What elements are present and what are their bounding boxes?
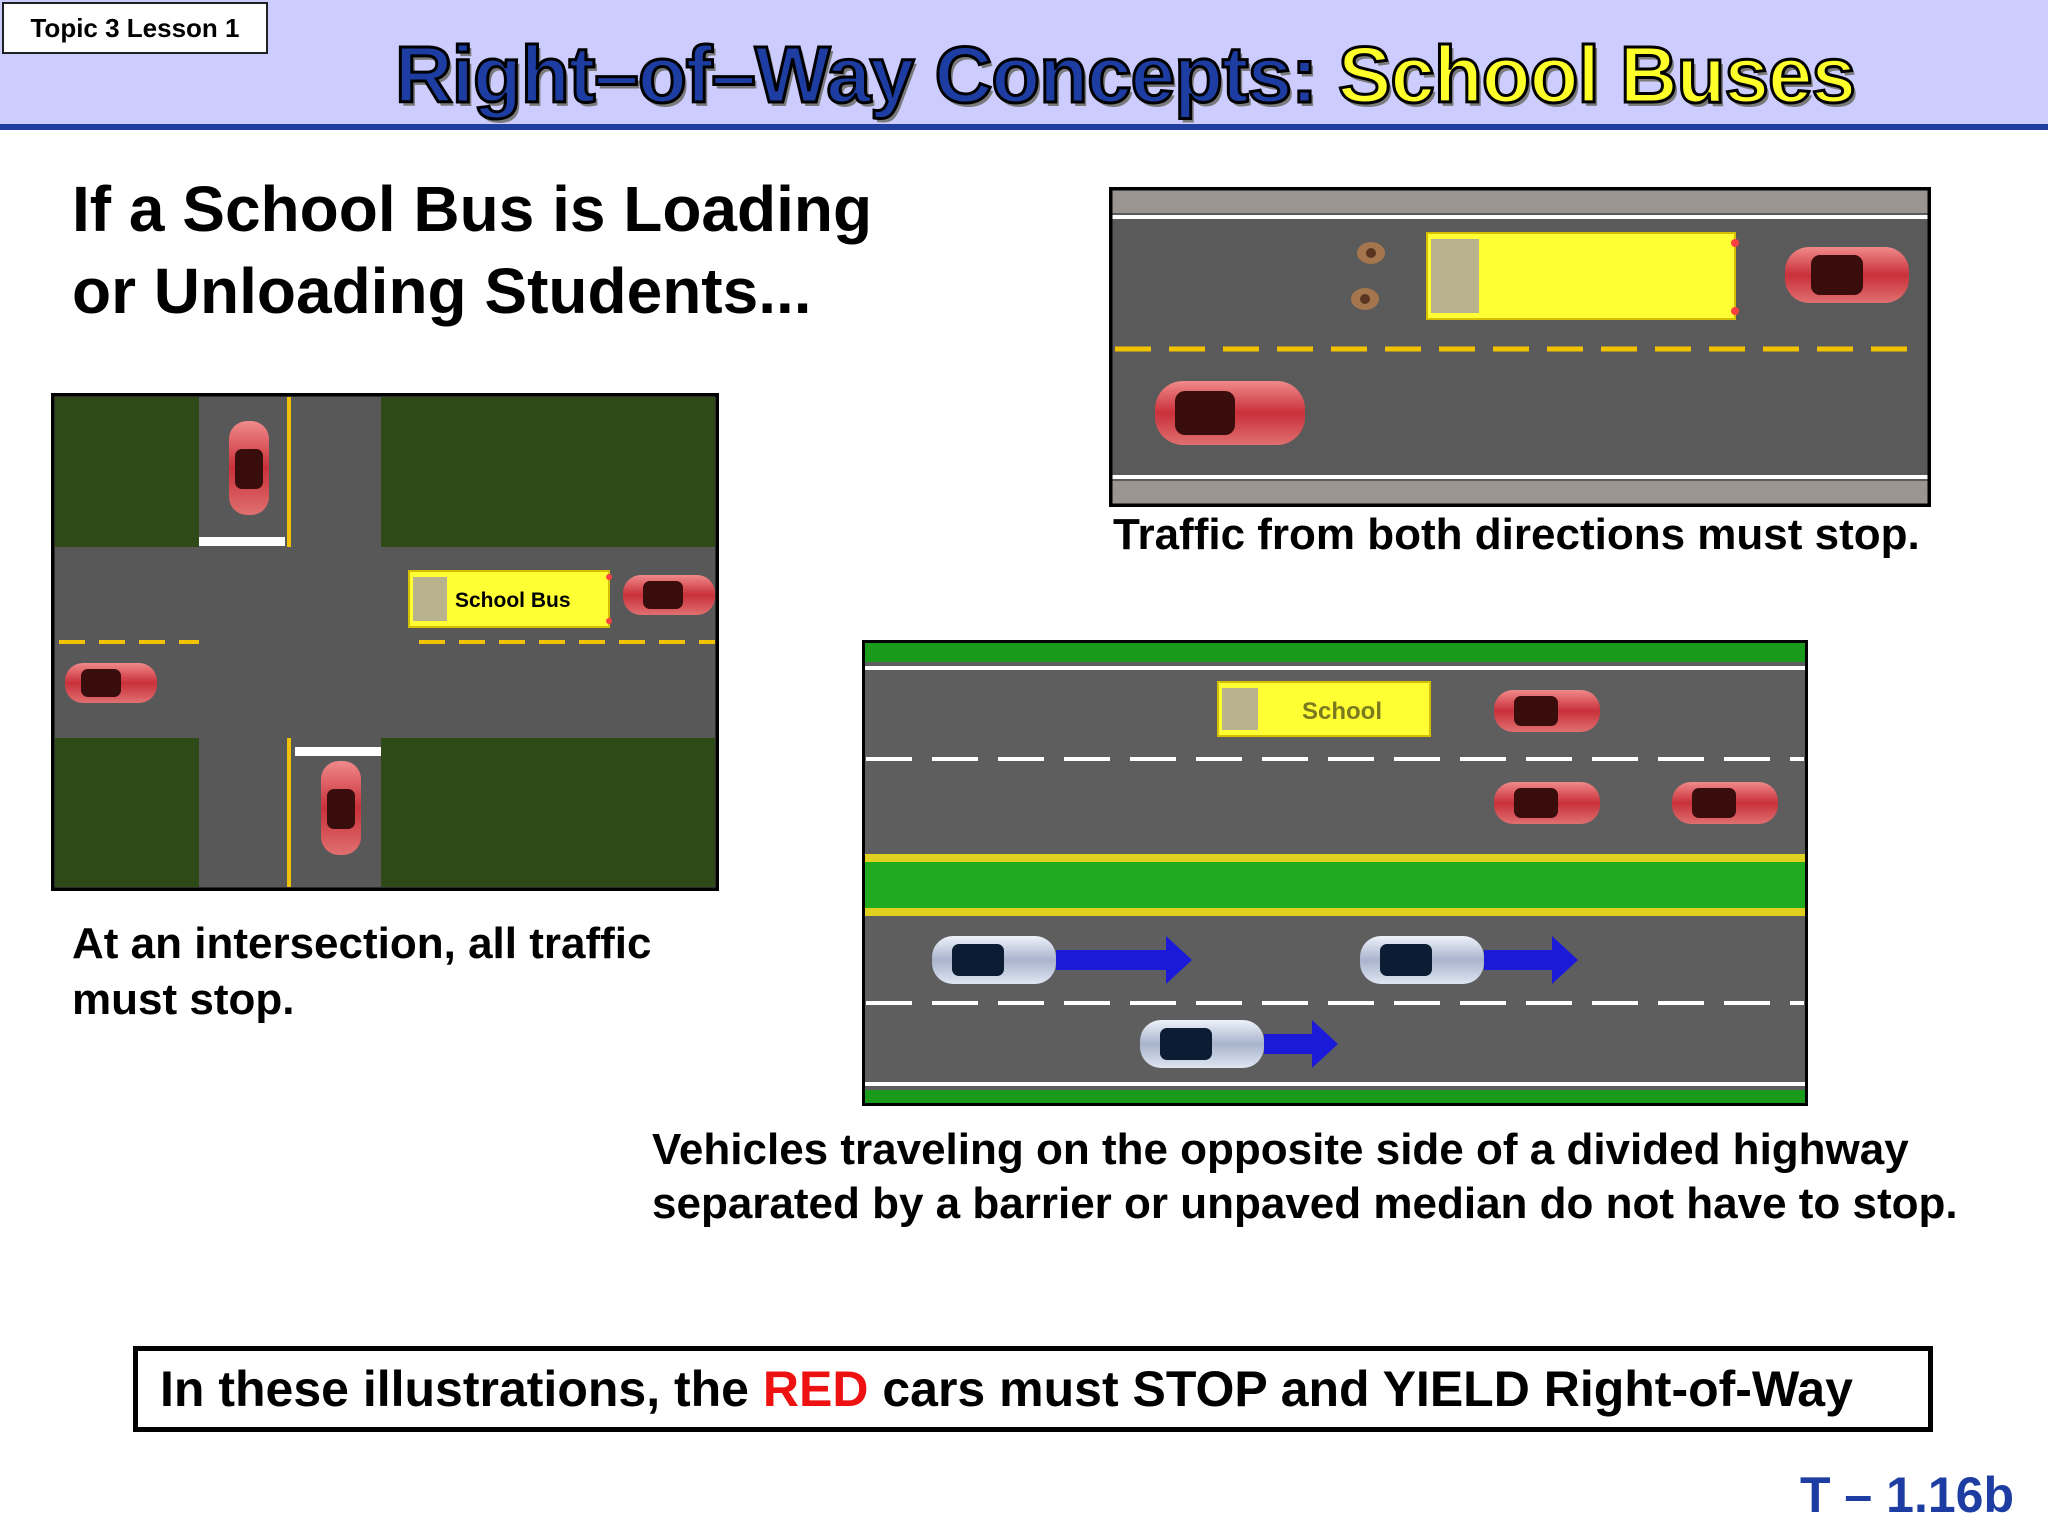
- heading-line-2: or Unloading Students...: [72, 255, 812, 327]
- divided-highway-caption-line-2: separated by a barrier or unpaved median do not have to stop.: [652, 1179, 1958, 1228]
- title-main: Right–of–Way Concepts:: [395, 30, 1338, 119]
- grass-block: [55, 397, 199, 547]
- two-way-road-caption: Traffic from both directions must stop.: [1113, 510, 1920, 559]
- stop-line: [199, 537, 285, 546]
- section-heading: [72, 168, 872, 332]
- topic-badge: Topic 3 Lesson 1: [2, 2, 268, 54]
- school-bus: [409, 571, 612, 627]
- title-accent: School Buses: [1337, 30, 1856, 119]
- student-figure: [1351, 288, 1379, 310]
- student-figure: [1357, 242, 1385, 264]
- red-car: [1785, 247, 1909, 303]
- heading-line-1: If a School Bus is Loading: [72, 173, 873, 245]
- bus-label: School: [1302, 698, 1383, 725]
- intersection-caption-line-2: must stop.: [72, 975, 295, 1024]
- callout-text-end: cars must STOP and YIELD Right-of-Way: [868, 1361, 1853, 1417]
- callout-red-word: RED: [762, 1361, 869, 1417]
- red-car: [1494, 782, 1600, 824]
- divided-highway-caption-line-1: Vehicles traveling on the opposite side of a divided highway: [652, 1125, 1909, 1174]
- red-car: [623, 575, 715, 615]
- red-car: [321, 761, 361, 855]
- red-car: [65, 663, 157, 703]
- grass-block: [381, 738, 715, 887]
- intersection-illustration: [51, 393, 719, 891]
- moving-car: [1360, 936, 1484, 984]
- bus-label: School Bus: [455, 589, 571, 612]
- roadside-grass: [862, 640, 1808, 662]
- moving-car: [1140, 1020, 1264, 1068]
- callout-text-start: In these illustrations, the: [160, 1361, 763, 1417]
- red-car: [1494, 690, 1600, 732]
- school-bus: [1218, 682, 1430, 736]
- median: [862, 854, 1808, 916]
- moving-car: [932, 936, 1056, 984]
- slide-number: T – 1.16b: [1800, 1467, 2014, 1523]
- red-car: [1672, 782, 1778, 824]
- stop-line: [295, 747, 381, 756]
- curb: [1109, 481, 1931, 507]
- two-way-road-illustration: [1109, 187, 1931, 507]
- intersection-caption: [72, 916, 651, 1028]
- intersection-caption-line-1: At an intersection, all traffic: [72, 919, 652, 968]
- grass-block: [381, 397, 715, 547]
- curb: [1109, 187, 1931, 213]
- school-bus: [1427, 233, 1739, 319]
- slide-title: [395, 30, 1855, 120]
- grass-block: [55, 738, 199, 887]
- red-car: [229, 421, 269, 515]
- divided-highway-illustration: [862, 640, 1808, 1106]
- red-car: [1155, 381, 1305, 445]
- divided-highway-caption: [652, 1123, 1958, 1231]
- rule-callout-box: [133, 1346, 1933, 1432]
